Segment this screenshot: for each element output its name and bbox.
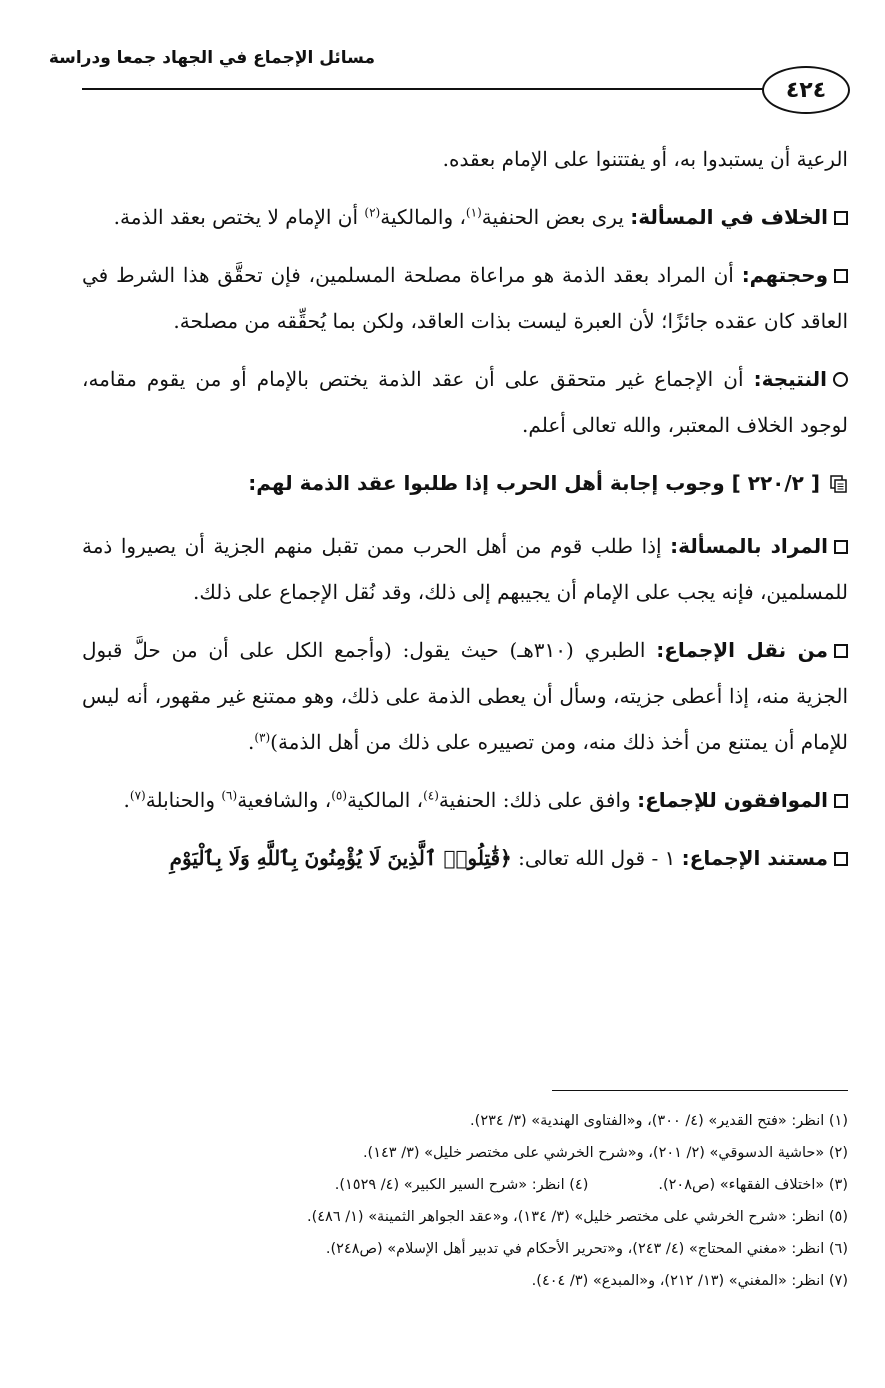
page-number-text: ٤٢٤ (785, 77, 827, 103)
paragraph-lead: وحجتهم: (741, 263, 828, 287)
footnote-ref[interactable]: (٥) (331, 788, 348, 803)
footnote-divider (552, 1090, 848, 1091)
paragraph-text: ، والشافعية (237, 788, 332, 812)
paragraph-meaning (82, 523, 848, 615)
footnote-ref[interactable]: (٤) (423, 788, 439, 803)
footnote-7: (٧) انظر: «المغني» (١٣/ ٢١٢)، و«المبدع» (٣/ ٤٠٤). (531, 1273, 848, 1289)
running-title: مسائل الإجماع في الجهاد جمعا ودراسة (48, 48, 375, 68)
square-bullet-icon (834, 269, 848, 283)
quran-verse: ﴿قَٰتِلُوا۟ ٱلَّذِينَ لَا يُؤْمِنُونَ بِٱللَّهِ وَلَا بِٱلْيَوْمِ (169, 846, 512, 870)
footnote-ref[interactable]: (١) (465, 205, 482, 220)
paragraph-text: ١ - قول الله تعالى: (511, 846, 682, 870)
page-number (762, 66, 850, 114)
paragraph-text: . (247, 730, 255, 754)
footnotes (82, 1105, 848, 1297)
footnote-ref[interactable]: (٧) (129, 788, 146, 803)
square-bullet-icon (834, 794, 848, 808)
square-bullet-icon (834, 540, 848, 554)
paragraph-text: ، المالكية (347, 788, 424, 812)
paragraph-transmitters (82, 627, 848, 765)
section-heading-text: [ ٢٢٠/٢ ] وجوب إجابة أهل الحرب إذا طلبوا عقد الذمة لهم: (248, 471, 820, 495)
paragraph-evidence (82, 252, 848, 344)
paragraph-text: الطبري (٣١٠هـ) حيث يقول: (وأجمع الكل على أن من حلَّ قبول الجزية منه، إذا أعطى جزيته، وسأل أن يعطى الذمة على ذلك، وهو ممتنع غير مقهور، أنه ليس للإمام أن يمتنع من أخذ ذلك منه، ومن تصييره على ذلك من أهل الذمة) (82, 638, 848, 754)
footnote-5: (٥) انظر: «شرح الخرشي على مختصر خليل» (٣/ ١٣٤)، و«عقد الجواهر الثمينة» (١/ ٤٨٦). (306, 1209, 848, 1225)
paragraph-lead: النتيجة: (753, 367, 827, 391)
copy-document-icon (830, 463, 848, 509)
footnote-ref[interactable]: (٢) (364, 205, 381, 220)
paragraph-text: . (123, 788, 130, 812)
footnote-3: (٣) «اختلاف الفقهاء» (ص٢٠٨). (658, 1177, 848, 1193)
footnote-ref[interactable]: (٣) (254, 730, 271, 745)
footnote-6: (٦) انظر: «مغني المحتاج» (٤/ ٢٤٣)، و«تحرير الأحكام في تدبير أهل الإسلام» (ص٢٤٨). (325, 1241, 848, 1257)
paragraph-result (82, 356, 848, 448)
paragraph-text: الرعية أن يستبدوا به، أو يفتتنوا على الإمام بعقده. (442, 147, 848, 171)
paragraph-lead: المراد بالمسألة: (670, 534, 829, 558)
paragraph-text: أن الإجماع غير متحقق على أن عقد الذمة يختص بالإمام أو من يقوم مقامه، لوجود الخلاف المعتبر، والله تعالى أعلم. (82, 367, 848, 437)
paragraph-lead: الخلاف في المسألة: (630, 205, 828, 229)
paragraph-text: يرى بعض الحنفية (481, 205, 631, 229)
paragraph-continuation (82, 136, 848, 182)
square-bullet-icon (834, 211, 848, 225)
square-bullet-icon (834, 852, 848, 866)
section-heading (82, 460, 848, 509)
circle-bullet-icon (833, 372, 848, 387)
paragraph-text: إذا طلب قوم من أهل الحرب ممن تقبل منهم الجزية أن يصيروا ذمة للمسلمين، فإنه يجب على الإمام أن يجيبهم إلى ذلك، وقد نُقل الإجماع على ذلك. (82, 534, 848, 604)
footnote-3-4-row (82, 1169, 848, 1201)
footnote-gap (588, 1169, 658, 1201)
paragraph-disagreement (82, 194, 848, 240)
paragraph-text: ، والمالكية (380, 205, 466, 229)
footnote-4: (٤) انظر: «شرح السير الكبير» (٤/ ١٥٢٩). (334, 1177, 589, 1193)
paragraph-basis (82, 835, 848, 881)
paragraph-lead: مستند الإجماع: (681, 846, 828, 870)
footnote-ref[interactable]: (٦) (221, 788, 238, 803)
footnote-2: (٢) «حاشية الدسوقي» (٢/ ٢٠١)، و«شرح الخرشي على مختصر خليل» (٣/ ١٤٣). (362, 1145, 848, 1161)
paragraph-text: وافق على ذلك: الحنفية (438, 788, 638, 812)
page-header (0, 0, 885, 120)
paragraph-agreeing (82, 777, 848, 823)
main-text (82, 136, 848, 893)
paragraph-text: أن المراد بعقد الذمة هو مراعاة مصلحة المسلمين، فإن تحقَّق هذا الشرط في العاقد كان عقده جائزًا؛ لأن العبرة ليست بذات العاقد، ولكن بما يُحقِّقه من مصلحة. (82, 263, 848, 333)
paragraph-text: أن الإمام لا يختص بعقد الذمة. (113, 205, 365, 229)
header-rule (82, 88, 782, 90)
footnote-1: (١) انظر: «فتح القدير» (٤/ ٣٠٠)، و«الفتاوى الهندية» (٣/ ٢٣٤). (470, 1113, 848, 1129)
paragraph-lead: من نقل الإجماع: (656, 638, 828, 662)
square-bullet-icon (834, 644, 848, 658)
paragraph-text: والحنابلة (145, 788, 222, 812)
paragraph-lead: الموافقون للإجماع: (637, 788, 828, 812)
